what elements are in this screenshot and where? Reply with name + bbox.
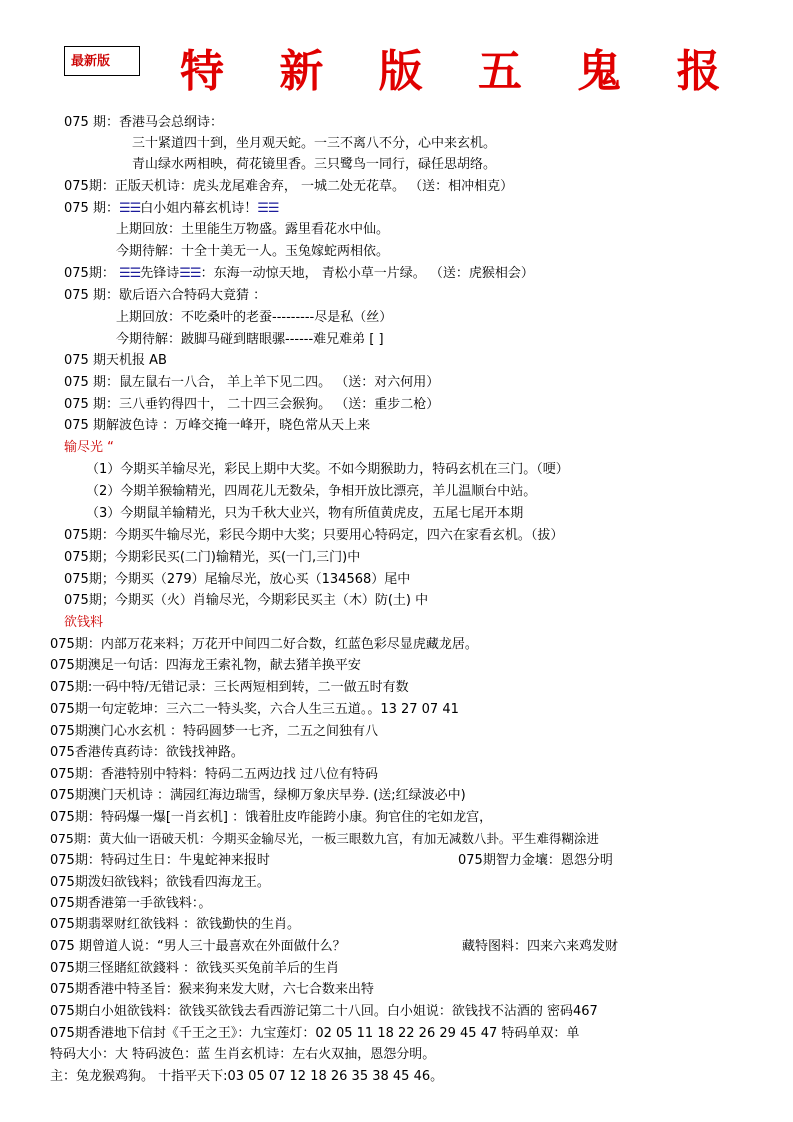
trigram-decoration: ☰☰ [118, 201, 141, 216]
text-line: 075期；今期彩民买(二门)输精光，买(一门,三门)中 [64, 550, 361, 565]
trigram-decoration: ☰☰ [118, 266, 141, 281]
latest-version-badge: 最新版 [64, 46, 140, 76]
text-line: 075期；今期买（火）肖输尽光，今期彩民买主（木）防(土) 中 [64, 593, 429, 608]
trigram-decoration: ☰☰ [257, 201, 279, 216]
text-line: 075期：特码爆一爆[一肖玄机] ：饿着肚皮咋能跨小康。狗官住的宅如龙宫， [50, 810, 493, 825]
text-line: 075期香港地下信封《千王之王》：九宝莲灯：02 05 11 18 22 26 29 45 47 特码单双：单 [50, 1026, 580, 1041]
text-line: 075 期：☰☰白小姐内幕玄机诗！☰☰ [64, 201, 279, 216]
text-line: （3）今期鼠羊输精光，只为千秋大业兴，物有所值黄虎皮，五尾七尾开本期 [86, 506, 524, 521]
text-line: 075期翡翠财红欲钱料 ：欲钱勤快的生肖。 [50, 917, 300, 932]
text-line: 075期：今期买牛输尽光，彩民今期中大奖；只要用心特码定，四六在家看玄机。（拔） [64, 528, 564, 543]
text-line: 075期澳足一句话：四海龙王索礼物，献去猪羊换平安 [50, 658, 361, 673]
text-line: 075 期：三八垂钓得四十， 二十四三会猴狗。 （送：重步二枪） [64, 397, 440, 412]
text-line: 今期待解：跛脚马碰到瞎眼骡------难兄难弟 [ ] [116, 332, 384, 347]
text-line: 075香港传真药诗：欲钱找神路。 [50, 745, 244, 760]
text-line: 075期智力金壤：恩怨分明 [458, 853, 613, 868]
text-line: （1）今期买羊输尽光，彩民上期中大奖。不如今期猴助力，特码玄机在三门。（哽） [86, 462, 569, 477]
text-line: 075 期：歇后语六合特码大竟猜 ： [64, 288, 267, 303]
text-line: 藏特图料：四来六来鸡发财 [462, 939, 619, 954]
text-line: 075期澳门天机诗 ：满园红海边瑞雪，绿柳万象庆早券. (送;红绿波必中) [50, 788, 466, 803]
text-line: 075 期天机报 AB [64, 353, 167, 368]
text-line: 075 期曾道人说：“男人三十最喜欢在外面做什么？ [50, 939, 346, 954]
text-line: 075期；今期买（279）尾输尽光，放心买（134568）尾中 [64, 572, 411, 587]
text-line: 075 期：香港马会总纲诗： [64, 115, 223, 130]
text-line: 075期：内部万花来料；万花开中间四二好合数，红蓝色彩尽显虎藏龙居。 [50, 637, 478, 652]
text-line: 075期香港第一手欲钱料：。 [50, 896, 212, 911]
text-line: 075期澳门心水玄机 ：特码圆梦一七齐，二五之间独有八 [50, 724, 378, 739]
trigram-decoration: ☰☰ [179, 266, 201, 281]
text-line: 075期泼妇欲钱料；欲钱看四海龙王。 [50, 875, 270, 890]
text-line: 075 期解波色诗 ：万峰交掩一峰开，晓色常从天上来 [64, 418, 371, 433]
text-line: 主：兔龙猴鸡狗。 十指平天下:03 05 07 12 18 26 35 38 45 46。 [50, 1069, 444, 1084]
text-line: 075期:一码中特/无错记录：三长两短相到转，二一做五时有数 [50, 680, 409, 695]
text-line: 上期回放：土里能生万物盛。露里看花水中仙。 [116, 222, 390, 237]
section-heading-want-money: 欲钱料 [64, 615, 104, 630]
text-line: 075期：黄大仙一语破天机：今期买金输尽光，一板三眼数九宫，有加无减数八卦。平生难得糊涂进 [50, 831, 599, 846]
text-line: 075期香港中特圣旨：猴来狗来发大财，六七合数来出特 [50, 982, 374, 997]
text-line: 075期： ☰☰先锋诗☰☰：东海一动惊天地， 青松小草一片绿。 （送：虎猴相会） [64, 266, 534, 281]
text-line: 特码大小：大 特码波色：蓝 生肖玄机诗：左右火双抽，恩怨分明。 [50, 1047, 436, 1062]
text-line: 075期一句定乾坤：三六二一特头奖，六合人生三五道。。13 27 07 41 [50, 702, 459, 717]
text-line: 075期三怪賭紅欲錢料 ：欲钱买买兔前羊后的生肖 [50, 961, 339, 976]
page-title: 特 新 版 五 鬼 报 [180, 46, 741, 97]
text-line: 今期待解：十全十美无一人。玉兔嫁蛇两相依。 [116, 244, 390, 259]
text-line: 三十紧道四十到，坐月观天蛇。一三不离八不分，心中来玄机。 [132, 136, 497, 151]
text-line: 075期白小姐欲钱料：欲钱买欲钱去看西游记第二十八回。白小姐说：欲钱找不沾酒的 密码467 [50, 1004, 598, 1019]
text-line: 075期：特码过生日：牛鬼蛇神来报时 [50, 853, 270, 868]
section-heading-lose-all: 输尽光 “ [64, 440, 114, 455]
text-line: 青山绿水两相映，荷花镜里香。三只鹭鸟一同行，碌任思胡络。 [132, 157, 497, 172]
text-line: 上期回放：不吃桑叶的老蚕---------尽是私（丝） [116, 310, 393, 325]
text-line: （2）今期羊猴输精光，四周花儿无数朵，争相开放比漂亮，羊儿温顺台中站。 [86, 484, 537, 499]
text-line: 075 期：鼠左鼠右一八合， 羊上羊下见二四。 （送：对六何用） [64, 375, 440, 390]
text-line: 075期：正版天机诗：虎头龙尾难舍弃， 一城二处无花草。 （送：相冲相克） [64, 179, 514, 194]
text-line: 075期：香港特别中特料：特码二五两边找 过八位有特码 [50, 767, 378, 782]
